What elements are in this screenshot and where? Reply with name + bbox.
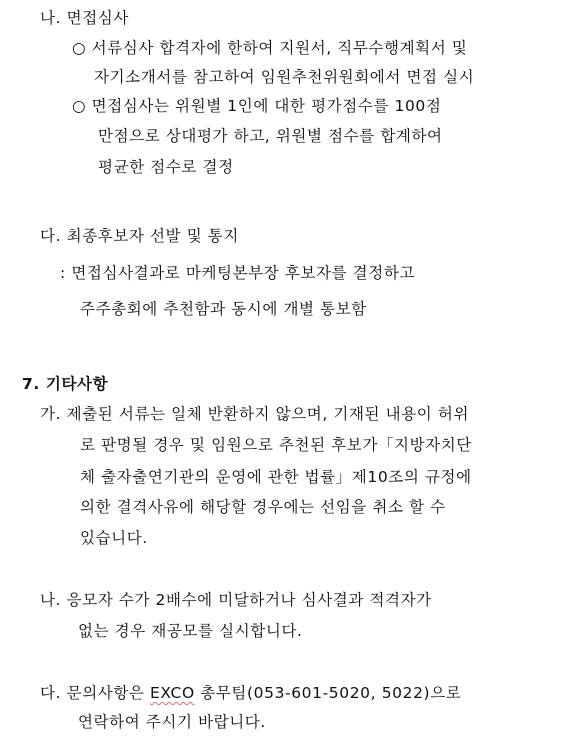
contact-phone: 총무팀(053-601-5020, 5022)으로: [194, 684, 462, 702]
bullet-line: ○ 면접심사는 위원별 1인에 대한 평가점수를 100점: [72, 97, 442, 115]
bullet-line: ○ 서류심사 합격자에 한하여 지원서, 직무수행계획서 및: [72, 39, 468, 57]
body-line: 없는 경우 재공모를 실시합니다.: [78, 622, 303, 640]
body-line: 체 출자출연기관의 운영에 관한 법률」제10조의 규정에: [80, 468, 472, 486]
body-line: 나. 응모자 수가 2배수에 미달하거나 심사결과 적격자가: [40, 591, 432, 609]
org-name: EXCO: [150, 684, 195, 702]
section-heading-interview: 나. 면접심사: [40, 9, 129, 27]
contact-line: [40, 683, 461, 703]
body-line: 있습니다.: [80, 529, 148, 547]
body-line: 주주총회에 추천함과 동시에 개별 통보함: [80, 300, 367, 318]
body-line: 의한 결격사유에 해당할 경우에는 선임을 취소 할 수: [80, 498, 446, 516]
section-heading-misc: 7. 기타사항: [22, 375, 109, 393]
body-line: : 면접심사결과로 마케팅본부장 후보자를 결정하고: [60, 264, 415, 282]
body-line: 로 판명될 경우 및 임원으로 추천된 후보가「지방자치단: [80, 436, 472, 454]
contact-prefix: 다. 문의사항은: [40, 684, 151, 702]
bullet-line: 평균한 점수로 결정: [98, 158, 234, 176]
bullet-line: 만점으로 상대평가 하고, 위원별 점수를 합계하여: [98, 127, 443, 145]
bullet-line: 자기소개서를 참고하여 임원추천위원회에서 면접 실시: [94, 68, 475, 86]
body-line: 가. 제출된 서류는 일체 반환하지 않으며, 기재된 내용이 허위: [40, 405, 470, 423]
section-heading-final: 다. 최종후보자 선발 및 통지: [40, 227, 239, 245]
body-line: 연락하여 주시기 바랍니다.: [78, 713, 266, 731]
